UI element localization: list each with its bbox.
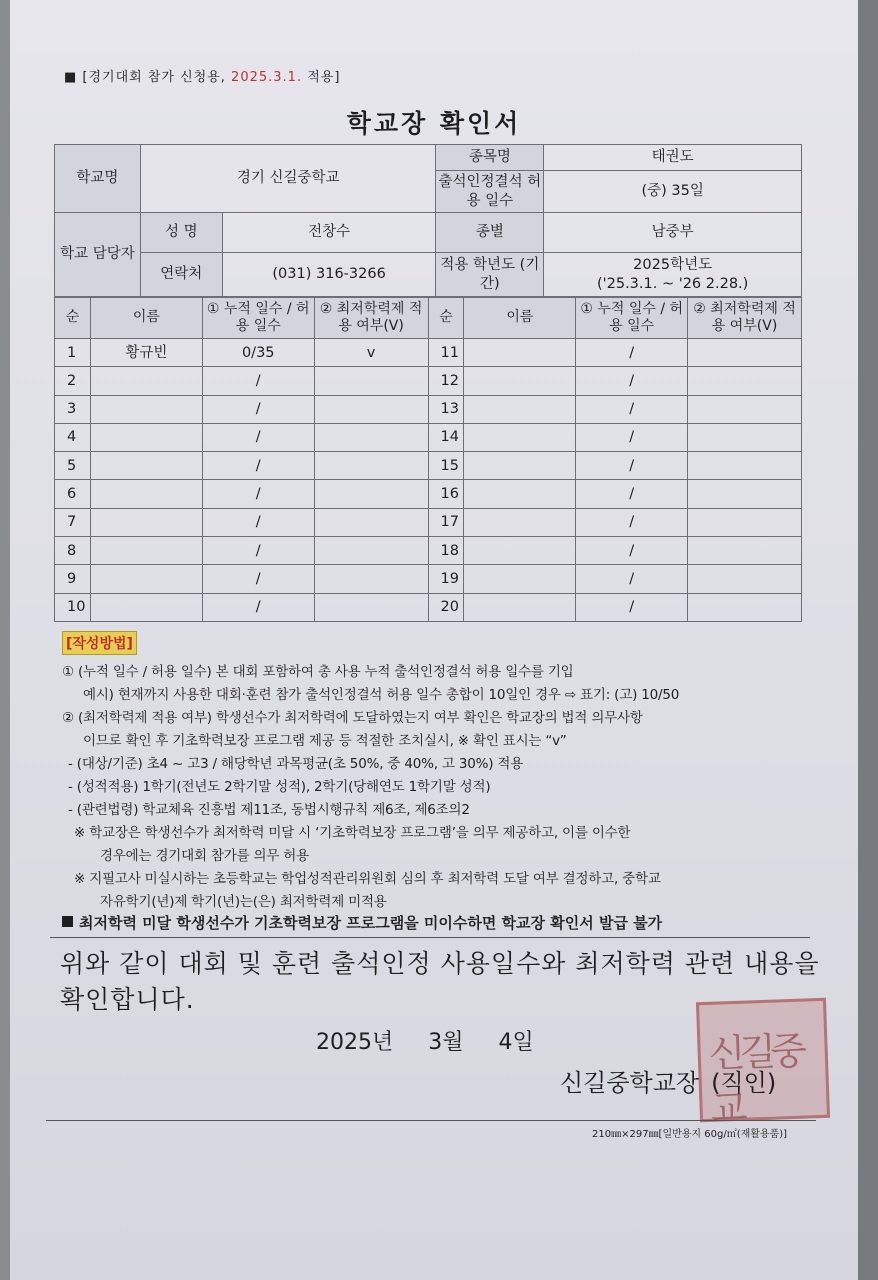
cell-days: 0/35 xyxy=(202,339,314,367)
sport-label: 종목명 xyxy=(436,145,544,171)
cell-days: / xyxy=(576,395,688,423)
cell-name xyxy=(464,480,576,508)
cell-name xyxy=(90,565,202,593)
checkbox-icon xyxy=(62,916,73,927)
issue-date: 2025년 3월 4일 xyxy=(316,1030,534,1055)
cell-name xyxy=(90,593,202,621)
header-check-left: ② 최저학력제 적용 여부(V) xyxy=(314,298,428,339)
cell-num: 2 xyxy=(55,367,91,395)
division-value: 남중부 xyxy=(544,213,802,253)
method-line-2: 예시) 현재까지 사용한 대회·훈련 참가 출석인정결석 허용 일수 총합이 10일인 경우 ⇨ 표기: (고) 10/50 xyxy=(83,687,680,703)
cell-name xyxy=(90,367,202,395)
cell-days: / xyxy=(576,508,688,536)
cell-days: / xyxy=(576,593,688,621)
cell-days: / xyxy=(576,339,688,367)
cell-days: / xyxy=(202,480,314,508)
cell-check xyxy=(314,593,428,621)
cell-days: / xyxy=(202,423,314,451)
form-code-line xyxy=(64,66,340,85)
cell-name xyxy=(90,537,202,565)
cell-name xyxy=(464,423,576,451)
method-tag: [작성방법] xyxy=(62,631,137,655)
cell-num: 15 xyxy=(428,452,464,480)
header-days-left: ① 누적 일수 / 허용 일수 xyxy=(202,298,314,339)
year-value: 2025학년도 xyxy=(633,257,713,274)
cell-check xyxy=(688,367,802,395)
cell-days: / xyxy=(202,367,314,395)
attendance-value: (중) 35일 xyxy=(544,171,802,213)
seal-glyphs: 신길중교 xyxy=(707,1028,802,1131)
cell-name xyxy=(464,395,576,423)
cell-check xyxy=(688,593,802,621)
form-code-date: 2025.3.1. xyxy=(231,70,303,85)
cell-check xyxy=(688,565,802,593)
document-title: 학교장 확인서 xyxy=(346,109,522,138)
cell-num: 6 xyxy=(55,480,91,508)
cell-num: 19 xyxy=(428,565,464,593)
cell-check xyxy=(688,395,802,423)
seal-mark: (직인) xyxy=(711,1069,777,1097)
method-line-1: ① (누적 일수 / 허용 일수) 본 대회 포함하여 총 사용 누적 출석인정결석 허용 일수를 기입 xyxy=(62,664,574,680)
background-strip-right xyxy=(858,0,878,1280)
cell-days: / xyxy=(576,537,688,565)
cell-check xyxy=(688,508,802,536)
method-line-5: - (대상/기준) 초4 ~ 고3 / 해당학년 과목평균(초 50%, 중 40%, 고 30%) 적용 xyxy=(68,756,524,772)
cell-num: 11 xyxy=(428,339,464,367)
method-line-10: ※ 지필고사 미실시하는 초등학교는 학업성적관리위원회 심의 후 최저학력 도달 여부 결정하고, 중학교 xyxy=(74,871,661,887)
student-list-table xyxy=(54,297,802,622)
cell-num: 8 xyxy=(55,537,91,565)
cell-name: 황규빈 xyxy=(90,339,202,367)
cell-num: 4 xyxy=(55,423,91,451)
table-row xyxy=(55,339,802,367)
school-info-table xyxy=(54,144,802,297)
cell-days: / xyxy=(202,395,314,423)
cell-name xyxy=(464,537,576,565)
year-cell xyxy=(544,253,802,297)
cell-name xyxy=(464,339,576,367)
cell-check: v xyxy=(314,339,428,367)
background-strip-left xyxy=(0,0,10,1280)
cell-num: 16 xyxy=(428,480,464,508)
cell-check xyxy=(688,480,802,508)
table-row xyxy=(55,508,802,536)
divider xyxy=(50,937,810,938)
cell-name xyxy=(464,565,576,593)
signer-line xyxy=(560,1063,776,1098)
cell-check xyxy=(314,395,428,423)
footer-divider xyxy=(46,1120,816,1121)
header-num-right: 순 xyxy=(428,298,464,339)
method-line-3: ② (최저학력제 적용 여부) 학생선수가 최저학력에 도달하였는지 여부 확인은 학교장의 법적 의무사항 xyxy=(62,710,643,726)
table-row xyxy=(55,395,802,423)
contact-label: 연락처 xyxy=(140,253,222,297)
cell-days: / xyxy=(202,593,314,621)
cell-num: 1 xyxy=(55,339,91,367)
table-row xyxy=(55,537,802,565)
header-name-right: 이름 xyxy=(464,298,576,339)
sport-value: 태권도 xyxy=(544,145,802,171)
table-row xyxy=(55,480,802,508)
cell-num: 20 xyxy=(428,593,464,621)
cell-name xyxy=(90,423,202,451)
cell-name xyxy=(90,395,202,423)
cell-num: 12 xyxy=(428,367,464,395)
manager-name-value: 전창수 xyxy=(222,213,436,253)
cell-num: 3 xyxy=(55,395,91,423)
form-code-prefix: ■ [경기대회 참가 신청용, xyxy=(64,70,232,85)
cell-check xyxy=(688,537,802,565)
school-name-label: 학교명 xyxy=(55,145,141,213)
header-check-right: ② 최저학력제 적용 여부(V) xyxy=(688,298,802,339)
cell-check xyxy=(314,537,428,565)
contact-value: (031) 316-3266 xyxy=(222,253,436,297)
cell-num: 13 xyxy=(428,395,464,423)
cell-name xyxy=(90,508,202,536)
cell-num: 9 xyxy=(55,565,91,593)
cell-check xyxy=(314,480,428,508)
cell-days: / xyxy=(202,508,314,536)
confirm-text: 위와 같이 대회 및 훈련 출석인정 사용일수와 최저학력 관련 내용을 확인합니다. xyxy=(60,949,820,1015)
document-page xyxy=(10,0,858,1280)
manager-name-label: 성 명 xyxy=(140,213,222,253)
cell-name xyxy=(464,593,576,621)
method-line-8: ※ 학교장은 학생선수가 최저학력 미달 시 ‘기초학력보장 프로그램’을 의무 제공하고, 이를 이수한 xyxy=(74,825,631,841)
final-warning-text: 최저학력 미달 학생선수가 기초학력보장 프로그램을 미이수하면 학교장 확인서 발급 불가 xyxy=(79,914,663,932)
cell-name xyxy=(90,452,202,480)
header-name-left: 이름 xyxy=(90,298,202,339)
cell-name xyxy=(464,452,576,480)
cell-name xyxy=(464,367,576,395)
year-period: ('25.3.1. ~ '26 2.28.) xyxy=(596,275,749,292)
table-row xyxy=(55,565,802,593)
form-code-suffix: 적용] xyxy=(302,70,341,85)
cell-num: 5 xyxy=(55,452,91,480)
attendance-label: 출석인정결석 허용 일수 xyxy=(436,171,544,213)
cell-days: / xyxy=(202,565,314,593)
cell-check xyxy=(314,367,428,395)
cell-num: 7 xyxy=(55,508,91,536)
signer-name: 신길중학교장 xyxy=(560,1069,700,1097)
method-line-6: - (성적적용) 1학기(전년도 2학기말 성적), 2학기(당해연도 1학기말 성적) xyxy=(68,779,491,795)
cell-days: / xyxy=(576,480,688,508)
table-row xyxy=(55,593,802,621)
division-label: 종별 xyxy=(436,213,544,253)
manager-label: 학교 담당자 xyxy=(55,213,141,297)
cell-name xyxy=(90,480,202,508)
paper-spec: 210㎜×297㎜[일반용지 60g/㎡(재활용품)] xyxy=(592,1129,788,1140)
cell-days: / xyxy=(576,565,688,593)
cell-days: / xyxy=(576,367,688,395)
cell-check xyxy=(688,452,802,480)
cell-check xyxy=(314,423,428,451)
table-row xyxy=(55,423,802,451)
cell-check xyxy=(688,423,802,451)
cell-days: / xyxy=(202,452,314,480)
school-name-value: 경기 신길중학교 xyxy=(140,145,436,213)
table-row xyxy=(55,367,802,395)
cell-num: 10 xyxy=(55,593,91,621)
cell-days: / xyxy=(576,423,688,451)
table-row xyxy=(55,452,802,480)
header-days-right: ① 누적 일수 / 허용 일수 xyxy=(576,298,688,339)
method-line-11: 자유학기(년)제 학기(년)는(은) 최저학력제 미적용 xyxy=(100,894,387,910)
year-label: 적용 학년도 (기간) xyxy=(436,253,544,297)
cell-check xyxy=(314,452,428,480)
cell-num: 14 xyxy=(428,423,464,451)
cell-check xyxy=(314,565,428,593)
final-warning xyxy=(62,912,662,933)
cell-num: 18 xyxy=(428,537,464,565)
header-num-left: 순 xyxy=(55,298,91,339)
cell-name xyxy=(464,508,576,536)
method-line-9: 경우에는 경기대회 참가를 의무 허용 xyxy=(100,848,309,864)
cell-num: 17 xyxy=(428,508,464,536)
method-line-7: - (관련법령) 학교체육 진흥법 제11조, 동법시행규칙 제6조, 제6조의2 xyxy=(68,802,470,818)
official-seal-stamp xyxy=(696,998,830,1131)
cell-check xyxy=(688,339,802,367)
cell-check xyxy=(314,508,428,536)
cell-days: / xyxy=(202,537,314,565)
method-line-4: 이므로 확인 후 기초학력보장 프로그램 제공 등 적절한 조치실시, ※ 확인 표시는 “v” xyxy=(83,733,567,749)
cell-days: / xyxy=(576,452,688,480)
